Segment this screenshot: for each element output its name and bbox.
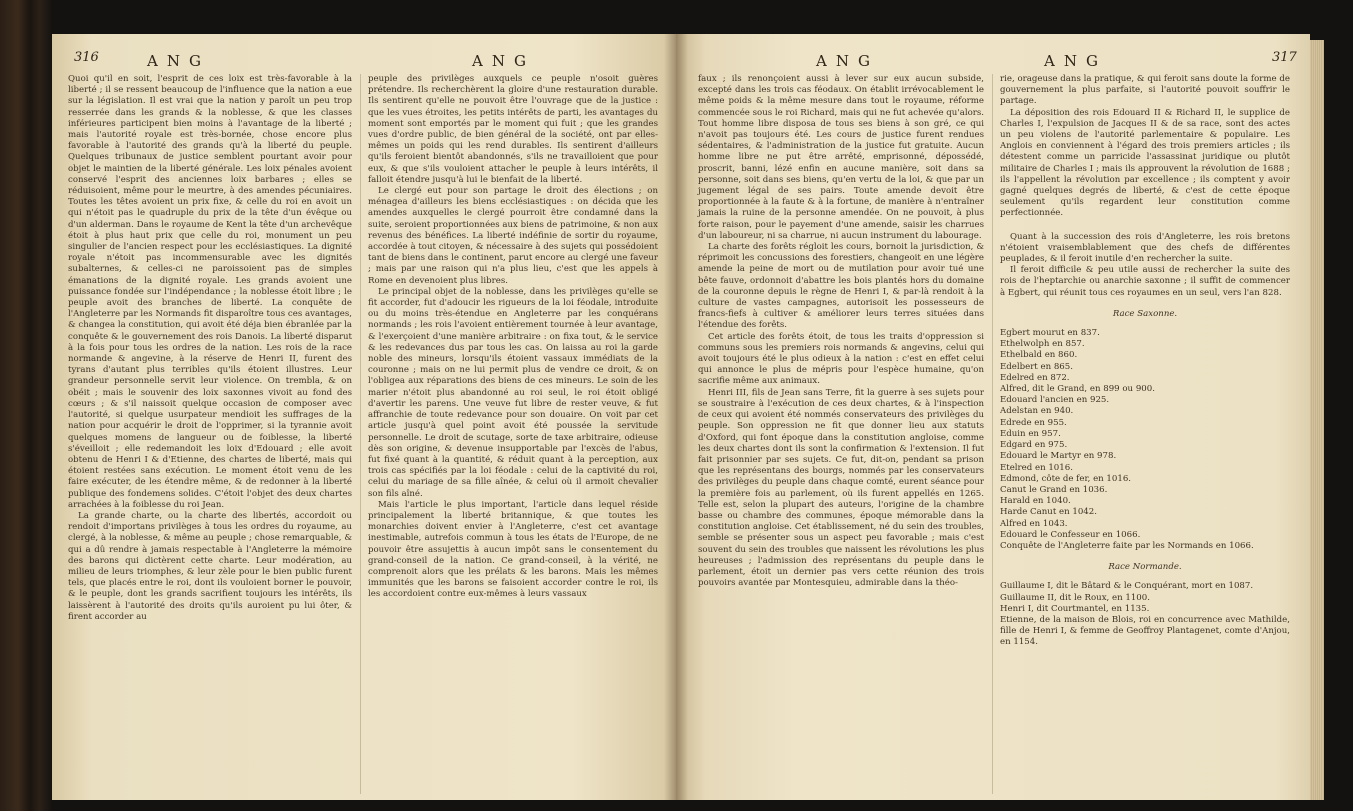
list-item: Harald en 1040.: [1000, 496, 1071, 507]
list-item: Guillaume I, dit le Bâtard & le Conquérant, mort en 1087.: [1000, 581, 1254, 592]
list-item: Eduin en 957.: [1000, 428, 1061, 439]
list-item: Edrede en 955.: [1000, 417, 1067, 428]
list-item: Ethelwolph en 857.: [1000, 339, 1085, 350]
list-item: Egbert mourut en 837.: [1000, 328, 1100, 339]
list-item: Etienne, de la maison de Blois, roi en concurrence avec Mathilde, fille de Henri I, & femme de Geoffroy Plantagenet, comte d'Anjou, en 1154.: [1000, 614, 1290, 648]
page-edges: [1310, 40, 1324, 800]
book-gutter: [664, 34, 688, 800]
right-page: [676, 34, 1310, 800]
paragraph: Henri III, fils de Jean sans Terre, fit la guerre à ses sujets pour se soustraire à l'exécution de ces deux chartes, & à l'inspection de ceux qui avoient été nommés conservateurs des privilèges du peuple. Son oppression ne fit que donner lieu aux statuts d'Oxford, qui font époque dans la constitution angloise, comme les deux chartes dont ils sont la confirmation & l'extension. Il fut fait prisonnier par ses sujets. Ce fut, dit-on, pendant sa prison que les représentans des bourgs, nommés par les conservateurs des privilèges du peuple dans chaque comté, eurent séance pour la première fois au parlement, où ils furent appellés en 1265. Telle est, selon la plupart des auteurs, l'origine de la chambre basse ou chambre des communes, époque mémorable dans la constitution angloise. Cet établissement, né du sein des troubles, semble se présenter sous un aspect peu favorable ; mais c'est souvent du sein des troubles que naissent les révolutions les plus heureuses ; l'admission des représentans du peuple dans le parlement, étoit un dernier pas vers cette réunion des trois pouvoirs avantée par Montesquieu, admirable dans la théo-: [698, 387, 984, 589]
paragraph: Mais l'article le plus important, l'article dans lequel réside principalement la liberté britannique, & que toutes les monarchies doivent envier à l'Angleterre, c'est cet avantage inestimable, autrefois commun à tous les états de l'Europe, de ne pouvoir être assujettis à aucun impôt sans le consentement du grand-conseil de la nation. Ce grand-conseil, à la vérité, ne comprenoit alors que les prélats & les barons. Mais les mêmes immunités que les barons se faisoient accorder contre le roi, ils les accordoient contre eux-mêmes à leurs vassaux: [368, 499, 658, 600]
race-normande-list: [1000, 581, 1290, 648]
list-item: Edouard le Confesseur en 1066.: [1000, 529, 1141, 540]
list-item: Edouard l'ancien en 925.: [1000, 395, 1110, 406]
paragraph: peuple des privilèges auxquels ce peuple n'osoit guères prétendre. Ils recherchèrent la gloire d'une restauration durable. Ils sentirent qu'elle ne pouvoit être l'ouvrage que de la justice : que les vues étroites, les petits intérêts de parti, les avantages du moment sont emportés par le moment qui fuit ; que les grandes vues d'ordre public, de bien général de la société, ont par elles-mêmes un poids qui les rend durables. Ils sentirent d'ailleurs qu'ils feroient bientôt abandonnés, s'ils ne travailloient que pour eux, & que s'ils vouloient attacher le peuple à leurs intérêts, il falloit étendre jusqu'à lui le bienfait de la liberté.: [368, 74, 658, 185]
running-head-left: ANG: [816, 52, 879, 70]
list-item: Edelbert en 865.: [1000, 361, 1073, 372]
list-item: Adelstan en 940.: [1000, 406, 1074, 417]
paragraph: faux ; ils renonçoient aussi à lever sur eux aucun subside, excepté dans les trois cas féodaux. On établit irrévocablement le même poids & la même mesure dans tout le royaume, réforme commencée sous le roi Richard, mais qui ne fut achevée qu'alors. Tout homme libre disposa de tous ses biens à son gré, ce qui n'avoit pas toujours été. Les cours de justice furent rendues sédentaires, & l'administration de la justice fut gratuite. Aucun homme libre ne put être arrêté, emprisonné, dépossédé, proscrit, banni, lézé enfin en aucune manière, soit dans sa personne, soit dans ses biens, qu'en vertu de la loi, & que par un jugement légal de ses pairs. Toute amende devoit être proportionnée à la faute & à la fortune, de manière à n'entraîner jamais la ruine de la personne amendée. On ne pouvoit, à plus forte raison, pour le payement d'une amende, saisir les charrues d'un laboureur, ni sa charrue, ni aucun instrument du labourage.: [698, 74, 984, 241]
list-item: Harde Canut en 1042.: [1000, 507, 1097, 518]
left-page: [52, 34, 676, 800]
paragraph: Le principal objet de la noblesse, dans les privilèges qu'elle se fit accorder, fut d'adoucir les rigueurs de la loi féodale, introduite ou du moins très-étendue en Angleterre par les conquérans normands ; les rois l'avoient entièrement tournée à leur avantage, & l'exerçoient d'une manière arbitraire : on fixa tout, & le service & les redevances dus par tous les cas. On laissa au roi la garde noble des mineurs, lorsqu'ils étoient vassaux immédiats de la couronne ; mais on ne lui permit plus de vendre ce droit, & on l'obligea aux réparations des biens de ces mineurs. Le soin de les marier n'étoit plus abandonné au roi seul, le roi étoit obligé d'avertir les parens. Une veuve fut libre de rester veuve, & fut affranchie de toute redevance pour son douaire. On voit par cet article jusqu'à quel point avoit été poussée la servitude personnelle. Le droit de scutage, sorte de taxe arbitraire, odieuse dès son origine, & devenue insupportable par l'excès de l'abus, fut fixé quant à la quantité, & réduit quant à la perception, aux trois cas spécifiés par la loi féodale : celui de la captivité du roi, celui du mariage de sa fille aînée, & celui où il armoit chevalier son fils aîné.: [368, 286, 658, 499]
list-item: Edelred en 872.: [1000, 372, 1070, 383]
section-title-race-normande: Race Normande.: [1108, 562, 1182, 573]
column-divider: [360, 74, 361, 794]
running-head-right: ANG: [472, 52, 535, 70]
page-number: 316: [74, 50, 99, 65]
race-saxonne-list: [1000, 328, 1290, 552]
left-page-column-2: [368, 74, 658, 601]
left-page-column-1: [68, 74, 352, 623]
list-item: Etelred en 1016.: [1000, 462, 1073, 473]
paragraph: La grande charte, ou la charte des libertés, accordoit ou rendoit d'importans privilèges à tous les ordres du royaume, au clergé, à la noblesse, & même au peuple ; chose remarquable, & qui a dû rendre à jamais respectable à l'Angleterre la mémoire des barons qui dictèrent cette charte. Leur modération, au milieu de leurs triomphes, & leur zèle pour le bien public furent tels, que placés entre le roi, dont ils vouloient borner le pouvoir, & le peuple, dont les grands sacrifient toujours les intérêts, ils laissèrent à l'autorité des droits qu'ils auroient pu lui ôter, & firent accorder au: [68, 510, 352, 622]
paragraph: Quant à la succession des rois d'Angleterre, les rois bretons n'étoient vraisemblablement que des chefs de différentes peuplades, & il feroit inutile d'en rechercher la suite.: [1000, 231, 1290, 265]
page-number: 317: [1272, 50, 1297, 65]
section-title-race-saxonne: Race Saxonne.: [1112, 308, 1178, 319]
list-item: Conquête de l'Angleterre faite par les Normands en 1066.: [1000, 540, 1254, 551]
list-item: Alfred, dit le Grand, en 899 ou 900.: [1000, 384, 1155, 395]
paragraph: Le clergé eut pour son partage le droit des élections ; on ménagea d'ailleurs les biens ecclésiastiques : on décida que les amendes auxquelles le clergé pourroit être condamné dans la suite, seroient proportionnées aux biens de patrimoine, & non aux revenus des bénéfices. La liberté indéfinie de sortir du royaume, accordée à tout citoyen, & nécessaire à des sujets qui possédoient tant de biens dans le continent, parut encore au clergé une faveur ; mais par une raison qui n'a plus lieu, c'est que les appels à Rome en devenoient plus libres.: [368, 186, 658, 286]
list-item: Alfred en 1043.: [1000, 518, 1068, 529]
paragraph: rie, orageuse dans la pratique, & qui feroit sans doute la forme de gouvernement la plus parfaite, si l'autorité pouvoit souffrir le partage.: [1000, 74, 1290, 107]
right-page-column-2: [1000, 74, 1290, 649]
list-item: Guillaume II, dit le Roux, en 1100.: [1000, 592, 1150, 603]
list-item: Canut le Grand en 1036.: [1000, 484, 1108, 495]
paragraph: Cet article des forêts étoit, de tous les traits d'oppression si communs sous les premiers rois normands & angevins, celui qui avoit toujours été le plus odieux à la nation : c'est en effet celui qui annonce le plus de mépris pour l'espèce humaine, qu'on sacrifie même aux animaux.: [698, 331, 984, 387]
list-item: Ethelbald en 860.: [1000, 350, 1078, 361]
right-page-column-1: [698, 74, 984, 589]
list-item: Edmond, côte de fer, en 1016.: [1000, 473, 1132, 484]
list-item: Edgard en 975.: [1000, 440, 1068, 451]
running-head-left: ANG: [147, 52, 210, 70]
paragraph: Il feroit difficile & peu utile aussi de rechercher la suite des rois de l'heptarchie ou anarchie saxonne ; il suffit de commencer à Egbert, qui réunit tous ces royaumes en un seul, vers l'an 828.: [1000, 265, 1290, 298]
paragraph: La déposition des rois Edouard II & Richard II, le supplice de Charles I, l'expulsion de Jacques II & de sa race, sont des actes un peu violens de l'autorité parlementaire & populaire. Les Anglois en conviennent à l'égard des trois premiers articles ; ils détestent comme un parricide l'assassinat juridique ou plutôt militaire de Charles I ; mais ils approuvent la révolution de 1688 ; ils l'appellent la révolution par excellence ; ils comptent y avoir gagné quelques degrés de liberté, & c'est de cette époque seulement qu'ils regardent leur constitution comme perfectionnée.: [1000, 107, 1290, 219]
list-item: Henri I, dit Courtmantel, en 1135.: [1000, 603, 1150, 614]
column-divider: [992, 74, 993, 794]
list-item: Edouard le Martyr en 978.: [1000, 451, 1117, 462]
paragraph: Quoi qu'il en soit, l'esprit de ces loix est très-favorable à la liberté ; il se ressent beaucoup de l'influence que la nation a eue sur la législation. Il est vrai que la nation y paroît un peu trop resserrée dans les grands & la noblesse, & que les classes inférieures participent bien moins à l'avantage de la liberté ; mais l'autorité royale est très-bornée, chose encore plus favorable à l'autorité des grands qu'à la liberté du peuple. Quelques tribunaux de justice semblent pourtant avoir pour objet le maintien de la liberté générale. Les loix pénales avoient conservé l'esprit des anciennes loix barbares ; elles se réduisoient, même pour le meurtre, à des amendes pécuniaires. Toutes les têtes avoient un prix fixe, & celle du roi en avoit un qui n'étoit pas le quadruple du prix de la tête d'un évêque ou d'un alderman. Dans le royaume de Kent la tête d'un archevêque étoit à plus haut prix que celle du roi, monument un peu singulier de l'ancien respect pour les ecclésiastiques. La dignité royale n'étoit pas incommensurable avec les dignités subalternes, & celles-ci ne paroissoient pas de simples émanations de la dignité royale. Les grands avoient une puissance fondée sur l'indépendance ; la noblesse étoit libre ; le peuple avoit des branches de liberté. La conquête de l'Angleterre par les Normands fit disparoître tous ces avantages, & changea la constitution, qui avoit été déja bien ébranlée par la conquête & le gouvernement des rois Danois. La liberté disparut à la fois pour tous les ordres de la nation. Les rois de la race normande & angevine, à la réserve de Henri II, furent des tyrans d'autant plus terribles qu'ils étoient illustres. Leur grandeur personnelle servit leur violence. On trembla, & on obéit ; mais le souvenir des loix saxonnes vivoit au fond des cœurs ; & s'il naissoit quelque occasion de composer avec l'autorité, si quelque usurpateur mendioit les suffrages de la nation pour acquérir le droit de l'opprimer, si la tyrannie avoit quelques momens de langueur ou de foiblesse, la liberté s'éveilloit ; elle redemandoit les loix d'Edouard ; elle avoit obtenu de Henri I & d'Etienne, des chartes de liberté, mais qui étoient restées sans exécution. Le moment étoit venu de les faire exécuter, de les étendre même, & de redonner à la liberté publique des fondemens solides. C'étoit l'objet des deux chartes arrachées à la foiblesse du roi Jean.: [68, 74, 352, 510]
paragraph: La charte des forêts régloit les cours, bornoit la jurisdiction, & réprimoit les concussions des forestiers, changeoit en une légère amende la peine de mort ou de mutilation pour avoir tué une bête fauve, ordonnoit d'abattre les bois plantés hors du domaine de la couronne depuis le règne de Henri I, & par-là rendoit à la culture de vastes campagnes, autorisoit les possesseurs de francs-fiefs à cultiver & améliorer leurs terres situées dans l'étendue des forêts.: [698, 242, 984, 331]
running-head-right: ANG: [1044, 52, 1107, 70]
